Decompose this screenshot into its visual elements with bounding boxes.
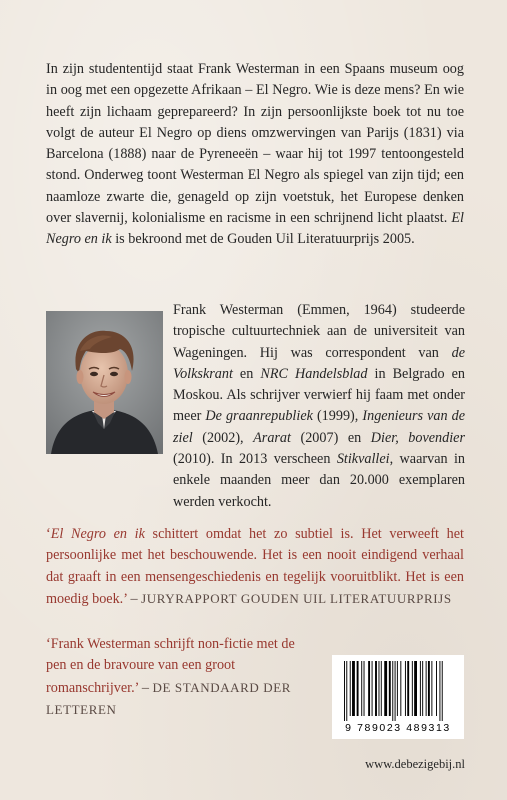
bio-book-title: Dier, bovendier — [370, 429, 465, 446]
isbn-barcode — [332, 655, 464, 739]
quote-text: schittert omdat het zo subtiel is. Het verweeft het persoonlijke met het beschouwende. Het is een nooit eindigend verhaal dat graaft in een mensengeschiedenis en tegelijk vooruitblikt. Het is een moedig boek.’ — [46, 526, 464, 607]
review-quote-jury — [46, 524, 464, 610]
author-photo — [46, 311, 163, 454]
book-blurb — [46, 59, 464, 251]
bio-text: Frank Westerman (Emmen, 1964) studeerde tropische cultuurtechniek aan de universiteit van Wageningen. Hij was correspondent van — [173, 302, 465, 361]
quote-source: DE STANDAARD DER LETTEREN — [46, 679, 292, 717]
bio-text: (2007) en — [290, 429, 371, 446]
quote-book-title: El Negro en ik — [50, 526, 145, 542]
bio-newspaper: de Volkskrant — [173, 344, 465, 382]
bio-book-title: Ararat — [253, 429, 291, 446]
author-bio — [173, 300, 465, 513]
bio-newspaper: NRC Handelsblad — [260, 365, 368, 382]
barcode-bars — [342, 661, 454, 721]
bio-book-title: Stikvallei — [336, 451, 390, 468]
quote-text: ‘Frank Westerman schrijft non-fictie met de pen en de bravoure van een groot romanschrijver.’ — [46, 636, 295, 696]
author-portrait-image — [46, 311, 163, 454]
quote-dash: – — [126, 590, 142, 607]
blurb-award-text: is bekroond met de Gouden Uil Literatuurprijs 2005. — [111, 231, 415, 248]
bio-text: (1999), — [312, 408, 363, 425]
isbn-number: 9 789023 489313 — [345, 722, 451, 734]
bio-text: in Belgrado en Moskou. Als schrijver verwierf hij faam met onder meer — [173, 365, 466, 425]
bio-text: (2010). In 2013 verscheen — [173, 451, 337, 468]
quote-source: JURYRAPPORT GOUDEN UIL LITERATUURPRIJS — [141, 590, 452, 606]
bio-book-title: De graanrepubliek — [205, 408, 313, 425]
review-quote-standaard — [46, 634, 318, 721]
bio-text: (2002), — [192, 429, 254, 446]
publisher-website: www.debezigebij.nl — [365, 757, 465, 771]
blurb-text: In zijn studententijd staat Frank Westerman in een Spaans museum oog in oog met een opgezette Afrikaan – El Negro. Wie is deze mens? En wie heeft zijn lichaam geprepareerd? In zijn persoonlijkste boek tot nu toe volgt de auteur El Negro op diens omzwervingen van Parijs (1831) via Barcelona (1888) naar de Pyreneeën – waar hij tot 1997 tentoongesteld stond. Onderweg toont Westerman El Negro als spiegel van zijn tijd; een naamloze zwarte die, genageld op zijn voetstuk, het Europese denken over slavernij, kolonialisme en racisme in een schrijnend licht plaatst. — [46, 61, 464, 227]
quote-mark: ‘ — [46, 526, 51, 542]
bio-book-title: Ingenieurs van de ziel — [173, 408, 465, 446]
quote-dash: – — [138, 679, 153, 696]
blurb-book-title: El Negro en ik — [46, 210, 464, 248]
bio-text: en — [232, 365, 261, 382]
bio-text: , waarvan in enkele maanden meer dan 20.000 exemplaren werden verkocht. — [173, 451, 466, 510]
